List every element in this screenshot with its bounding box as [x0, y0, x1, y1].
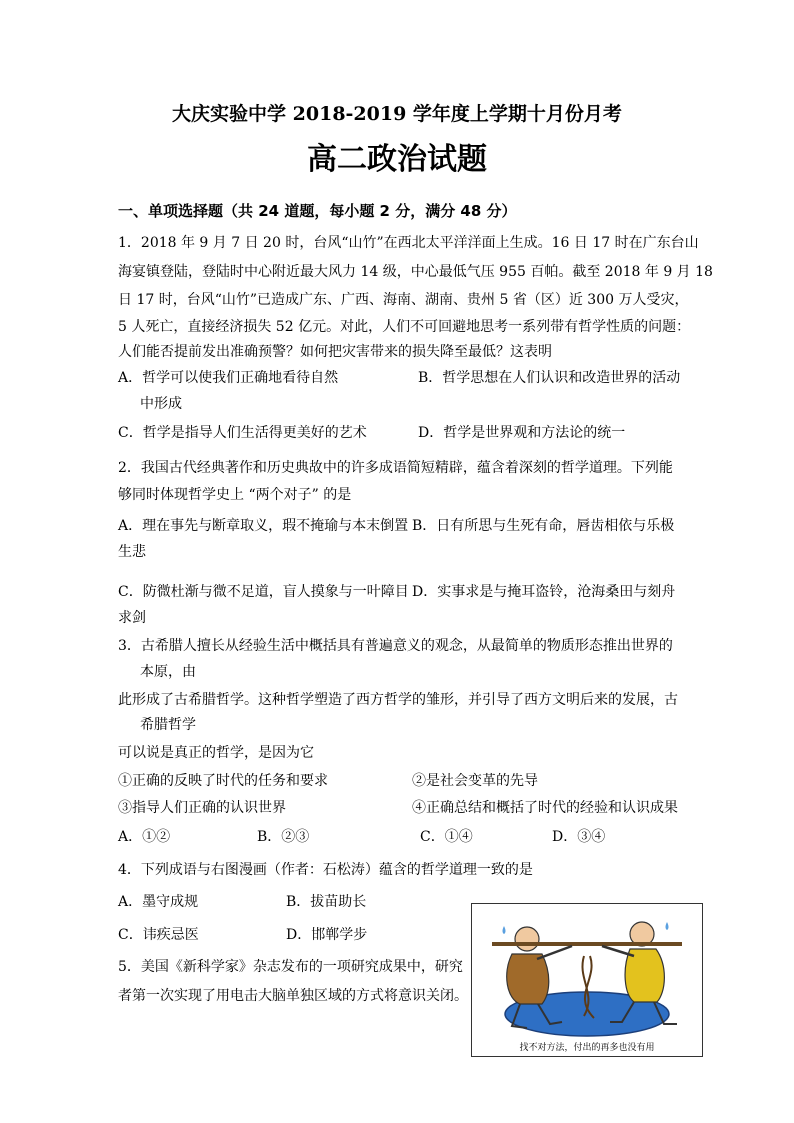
q2-line-2: 够同时体现哲学史上 “两个对子” 的是	[118, 487, 352, 503]
q1-option-b-cont: 中形成	[140, 396, 182, 412]
q1-option-c: C．哲学是指导人们生活得更美好的艺术	[118, 425, 367, 441]
q3-item-1: ①正确的反映了时代的任务和要求	[118, 773, 328, 789]
section-heading: 一、单项选择题（共 24 道题，每小题 2 分，满分 48 分）	[118, 202, 517, 220]
q4-option-d: D．邯郸学步	[286, 927, 368, 943]
q3-item-3: ③指导人们正确的认识世界	[118, 800, 286, 816]
q4-option-a: A．墨守成规	[118, 894, 199, 910]
q1-line-1: 1．2018 年 9 月 7 日 20 时，台风“山竹”在西北太平洋洋面上生成。16 日 17 时在广东台山	[118, 235, 699, 251]
q1-line-2: 海宴镇登陆，登陆时中心附近最大风力 14 级，中心最低气压 955 百帕。截至 2018 年 9 月 18	[118, 264, 713, 280]
q3-item-4: ④正确总结和概括了时代的经验和认识成果	[412, 800, 678, 816]
q3-option-b: B．②③	[257, 829, 310, 845]
cartoon-caption: 找不对方法，付出的再多也没有用	[519, 1043, 655, 1053]
q1-line-5: 人们能否提前发出准确预警？如何把灾害带来的损失降至最低？这表明	[118, 344, 552, 360]
q5-line-2: 者第一次实现了用电击大脑单独区域的方式将意识关闭。	[118, 988, 468, 1004]
q3-line-3: 此形成了古希腊哲学。这种哲学塑造了西方哲学的雏形，并引导了西方文明后来的发展，古	[118, 692, 678, 708]
exam-title: 大庆实验中学 2018-2019 学年度上学期十月份月考	[172, 103, 622, 125]
q3-line-5: 可以说是真正的哲学，是因为它	[118, 745, 314, 761]
exam-subtitle: 高二政治试题	[307, 142, 487, 177]
q2-line-1: 2．我国古代经典著作和历史典故中的许多成语简短精辟，蕴含着深刻的哲学道理。下列能	[118, 460, 673, 476]
q1-option-b: B．哲学思想在人们认识和改造世界的活动	[418, 370, 681, 386]
q3-item-2: ②是社会变革的先导	[412, 773, 538, 789]
q4-option-c: C．讳疾忌医	[118, 927, 199, 943]
q3-line-4: 希腊哲学	[140, 717, 196, 733]
q4-option-b: B．拔苗助长	[286, 894, 367, 910]
cartoon-illustration	[471, 903, 703, 1057]
q4-stem: 4．下列成语与右图漫画（作者：石松涛）蕴含的哲学道理一致的是	[118, 862, 533, 878]
q1-line-4: 5 人死亡，直接经济损失 52 亿元。对此，人们不可回避地思考一系列带有哲学性质的问题：	[118, 319, 691, 335]
q2-option-d: D．实事求是与掩耳盗铃，沧海桑田与刻舟	[412, 584, 676, 600]
q3-line-1: 3．古希腊人擅长从经验生活中概括具有普遍意义的观念，从最简单的物质形态推出世界的	[118, 638, 673, 654]
q1-option-d: D．哲学是世界观和方法论的统一	[418, 425, 626, 441]
q1-line-3: 日 17 时，台风“山竹”已造成广东、广西、海南、湖南、贵州 5 省（区）近 300 万人受灾，	[118, 292, 689, 308]
q2-option-b-cont: 生悲	[118, 544, 146, 560]
q2-option-d-cont: 求剑	[118, 610, 146, 626]
q3-line-2: 本原，由	[140, 664, 196, 680]
q2-option-b: B．日有所思与生死有命，唇齿相依与乐极	[412, 518, 675, 534]
q5-line-1: 5．美国《新科学家》杂志发布的一项研究成果中，研究	[118, 959, 463, 975]
q1-option-a: A．哲学可以使我们正确地看待自然	[118, 370, 339, 386]
q2-option-c: C．防微杜渐与微不足道，盲人摸象与一叶障目	[118, 584, 409, 600]
cartoon-drawing	[472, 904, 702, 1042]
q3-option-a: A．①②	[118, 829, 171, 845]
q3-option-d: D．③④	[552, 829, 606, 845]
q2-option-a: A．理在事先与断章取义，瑕不掩瑜与本末倒置	[118, 518, 409, 534]
q3-option-c: C．①④	[420, 829, 473, 845]
